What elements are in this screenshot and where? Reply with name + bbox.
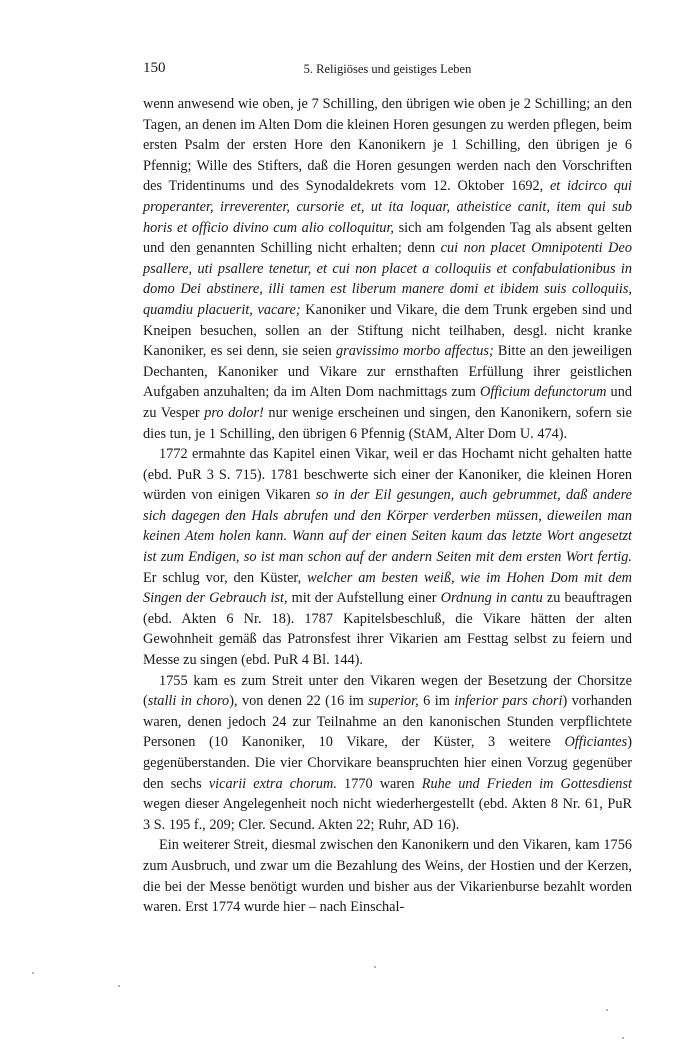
italic-quote: gravissimo morbo affectus; — [335, 343, 494, 360]
text-run: wegen dieser Angelegenheit noch nicht wiederhergestellt (ebd. Akten 8 Nr. 61, PuR 3 S. 195 f., 209; Cler. Secund. Akten 22; Ruhr, AD 16). — [143, 796, 632, 833]
text-run: 1755 kam es zum Streit unter den Vikaren wegen der Besetzung der Chorsitze ( — [143, 672, 632, 710]
text-run: Kanoniker und Vikare, die dem Trunk ergeben sind und Kneipen besuchen, sollen an der Stiftung nicht teilhaben, desgl. nicht kranke Kanoniker, es sei denn, sie seien — [143, 301, 632, 360]
italic-quote: Ruhe und Frieden im Gottesdienst — [421, 775, 632, 792]
italic-quote: inferior pars chori — [454, 693, 563, 710]
page-number: 150 — [143, 60, 166, 76]
italic-quote: Ordnung in cantu — [440, 590, 543, 607]
italic-quote: Officiantes — [564, 734, 628, 751]
italic-quote: so in der Eil gesungen, auch gebrummet, daß andere sich dagegen den Hals abrufen und den Körper verderben müssen, dieweilen man keinen Atem holen kann. Wann auf der einen Seiten kaum das letzte Wort angesetzt ist zum Endigen, so ist man schon auf der andern Seiten mit dem ersten Wort fertig. — [143, 487, 632, 566]
scan-speck — [118, 985, 120, 987]
text-run: ), von denen 22 (16 im — [229, 693, 369, 710]
text-run: ) vorhanden waren, denen jedoch 24 zur Teilnahme an den kanonischen Stunden verpflichtete Personen (10 Kanoniker, 10 Vikare, der Küster, 3 weitere — [143, 693, 632, 751]
page-header — [143, 60, 632, 82]
italic-quote: cui non placet Omnipotenti Deo psallere, uti psallere tenetur, et cui non placet a colloquiis et confabulationibus in domo Dei abstinere, illi tamen est liberum manere domi et ibidem suis colloquiis, quamdiu placuerit, vacare; — [143, 240, 632, 318]
scan-speck — [606, 1009, 608, 1011]
italic-quote: welcher am besten weiß, wie im Hohen Dom mit dem Singen der Gebrauch ist, — [143, 569, 632, 607]
paragraph — [143, 94, 632, 444]
italic-quote: Officium defunctorum — [480, 384, 607, 401]
italic-quote: et idcirco qui properanter, irreverenter, cursorie et, ut ita loquar, atheistice canit, item qui sub horis et officio divino cum alio colloquitur, — [143, 178, 632, 236]
italic-quote: superior, — [368, 693, 419, 710]
scan-speck — [32, 972, 34, 974]
italic-quote: vicarii extra chorum. — [208, 775, 337, 792]
text-run: nur wenige erscheinen und singen, den Kanonikern, sofern sie dies tun, je 1 Schilling, den übrigen 6 Pfennig (StAM, Alter Dom U. 474). — [143, 404, 632, 442]
paragraph — [143, 671, 632, 836]
scan-speck — [374, 966, 376, 968]
scan-speck — [622, 1037, 624, 1039]
text-run: 1770 waren — [336, 775, 422, 792]
text-run: Bitte an den jeweiligen Dechanten, Kanoniker und Vikare zur ernsthaften Erfüllung ihrer geistlichen Aufgaben anzuhalten; da im Alten Dom nachmittags zum — [143, 343, 632, 401]
text-run: und zu Vesper — [143, 384, 632, 421]
text-run: ) gegenüberstanden. Die vier Chorvikare beanspruchten hier einen Vorzug gegenüber den sechs — [143, 734, 632, 792]
text-run: Ein weiterer Streit, diesmal zwischen den Kanonikern und den Vikaren, kam 1756 zum Ausbruch, und zwar um die Bezahlung des Weins, der Hostien und der Kerzen, die bei der Messe benötigt wurden und bisher aus der Vikarienburse bezahlt worden waren. Erst 1774 wurde hier – nach Einschal- — [143, 837, 632, 916]
text-run: sich am folgenden Tag als absent gelten und den genannten Schilling nicht erhalten; denn — [143, 219, 632, 257]
text-run: 1772 ermahnte das Kapitel einen Vikar, weil er das Hochamt nicht gehalten hatte (ebd. PuR 3 S. 715). 1781 beschwerte sich einer der Kanoniker, die kleinen Horen würden von einigen Vikaren — [143, 446, 632, 504]
paragraph — [143, 835, 632, 917]
text-run: Er schlug vor, den Küster, — [143, 569, 308, 586]
text-run: mit der Aufstellung einer — [287, 590, 441, 607]
body-text — [143, 94, 632, 918]
running-head: 5. Religiöses und geistiges Leben — [303, 62, 472, 76]
text-run: wenn anwesend wie oben, je 7 Schilling, den übrigen wie oben je 2 Schilling; an den Tagen, an denen im Alten Dom die kleinen Horen gesungen zu werden pflegen, beim ersten Psalm der ersten Hore den Kanonikern je 1 Schilling, den übrigen je 6 Pfennig; Wille des Stifters, daß die Horen gesungen werden nach den Vorschriften des Tridentinums und des Synodaldekrets vom 12. Oktober 1692, — [143, 96, 632, 195]
italic-quote: stalli in choro — [147, 693, 230, 710]
paragraph — [143, 444, 632, 671]
italic-quote: pro dolor! — [204, 404, 264, 421]
text-run: 6 im — [418, 693, 455, 710]
text-run: zu beauftragen (ebd. Akten 6 Nr. 18). 1787 Kapitelsbeschluß, die Vikare hätten der alten Gewohnheit gemäß das Patronsfest ihrer Vikarien am Festtag selbst zu feiern und Messe zu singen (ebd. PuR 4 Bl. 144). — [143, 590, 632, 669]
